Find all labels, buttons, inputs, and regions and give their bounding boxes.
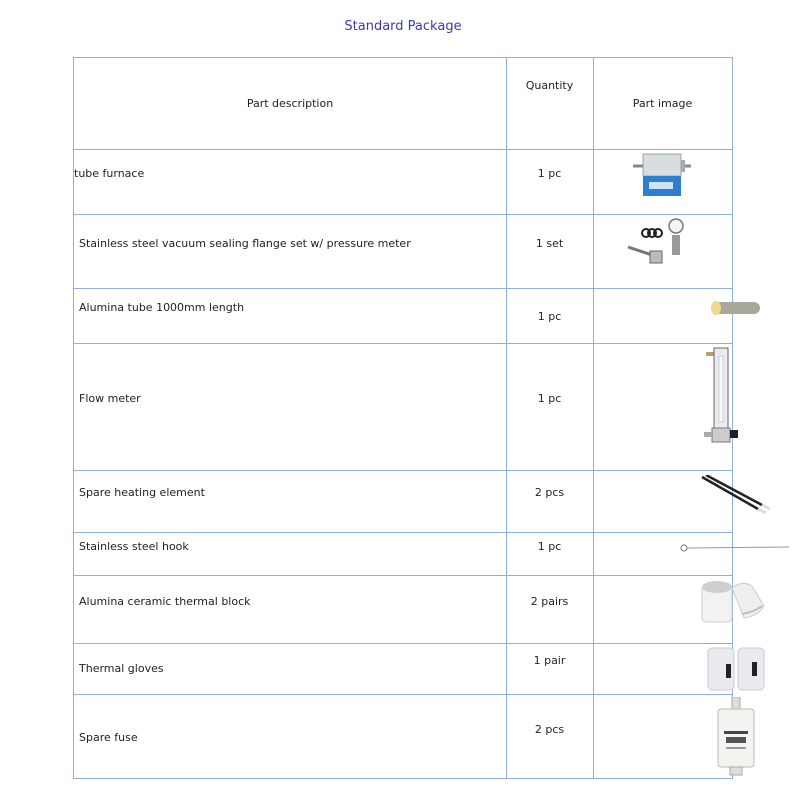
table-row <box>74 288 732 343</box>
alumina-tube-image <box>708 299 764 321</box>
page-title: Standard Package <box>344 19 462 34</box>
part-quantity: 1 pc <box>537 310 562 323</box>
flow-meter-image <box>704 346 744 458</box>
table-row <box>74 470 732 532</box>
table-header-row <box>74 58 732 149</box>
header-part-image: Part image <box>632 97 693 110</box>
table-row <box>74 575 732 643</box>
part-quantity: 1 pc <box>537 167 562 180</box>
part-quantity: 2 pcs <box>534 486 565 499</box>
part-description: Stainless steel vacuum sealing flange set w/ pressure meter <box>79 237 411 250</box>
part-description: Alumina ceramic thermal block <box>79 595 251 608</box>
header-quantity: Quantity <box>525 79 574 92</box>
part-description: Stainless steel hook <box>79 540 189 553</box>
part-quantity: 2 pcs <box>534 723 565 736</box>
thermal-block-image <box>698 578 770 630</box>
flange-set-image <box>626 217 694 275</box>
part-quantity: 1 set <box>535 237 564 250</box>
part-description: Thermal gloves <box>79 662 164 675</box>
part-quantity: 1 pc <box>537 540 562 553</box>
table-row <box>74 149 732 214</box>
hook-image <box>679 539 791 558</box>
fuse-image <box>714 697 758 781</box>
part-description: Alumina tube 1000mm length <box>79 301 245 314</box>
header-part-description: Part description <box>246 97 334 110</box>
standard-package-table <box>73 57 733 779</box>
tube-furnace-image <box>631 152 693 206</box>
gloves-image <box>706 646 766 696</box>
part-quantity: 1 pair <box>533 654 566 667</box>
table-row <box>74 643 732 694</box>
table-row <box>74 214 732 288</box>
part-description: Spare heating element <box>79 486 205 499</box>
table-row <box>74 343 732 470</box>
part-quantity: 2 pairs <box>530 595 569 608</box>
heating-element-image <box>700 475 772 519</box>
part-quantity: 1 pc <box>537 392 562 405</box>
part-description: tube furnace <box>74 167 145 180</box>
part-description: Spare fuse <box>79 731 138 744</box>
table-row <box>74 532 732 575</box>
table-row <box>74 694 732 778</box>
part-description: Flow meter <box>79 392 141 405</box>
